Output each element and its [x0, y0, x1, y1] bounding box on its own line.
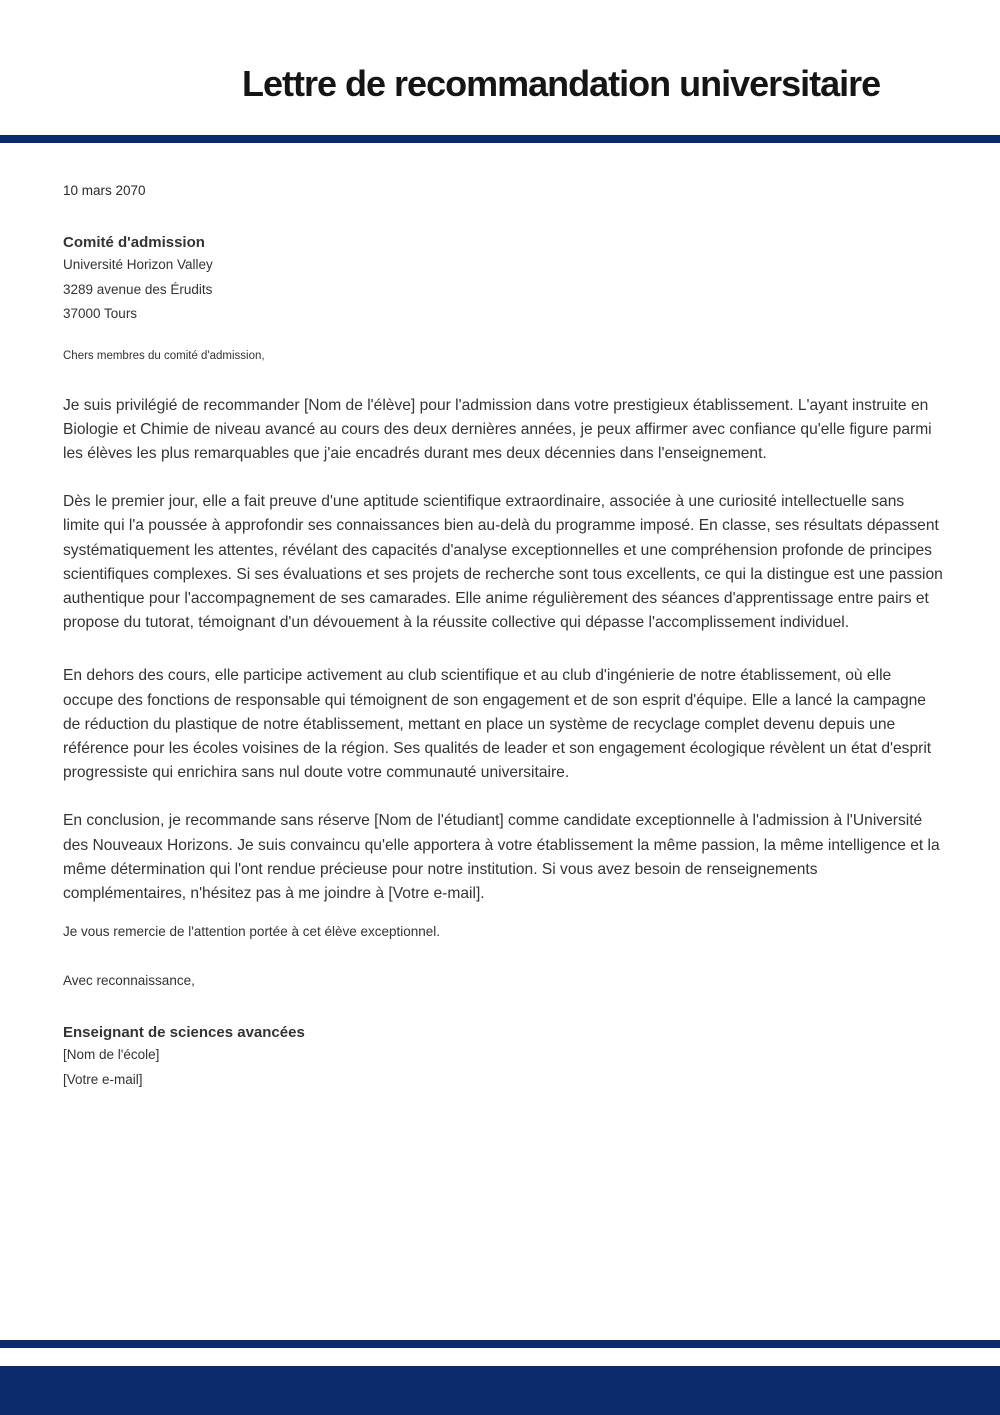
recipient-name: Comité d'admission — [63, 234, 205, 251]
paragraph: En dehors des cours, elle participe activement au club scientifique et au club d'ingénierie de notre établissement, où elle occupe des fonctions de responsable qui témoignent de son engagement et de son esprit d'équipe. Elle a lancé la campagne de réduction du plastique de notre établissement, mettant en place un système de recyclage complet devenu depuis une référence pour les écoles voisines de la région. Ses qualités de leader et son engagement écologique révèlent un état d'esprit progressiste qui enrichira sans nul doute votre communauté universitaire. — [63, 667, 932, 782]
letter-body — [63, 182, 943, 1092]
header-divider — [0, 135, 1000, 143]
recipient-address-line: 3289 avenue des Érudits — [63, 281, 213, 297]
paragraph: Je suis privilégié de recommander [Nom de l'élève] pour l'admission dans votre prestigieux établissement. L'ayant instruite en Biologie et Chimie de niveau avancé au cours des deux dernières années, je peux affirmer avec confiance qu'elle figure parmi les élèves les plus remarquables que j'aie encadrés durant mes deux décennies dans l'enseignement. — [63, 396, 932, 462]
signature-line: [Nom de l'école] — [63, 1047, 160, 1063]
paragraph: En conclusion, je recommande sans réserve [Nom de l'étudiant] comme candidate exceptionnelle à l'admission à l'Université des Nouveaux Horizons. Je suis convaincu qu'elle apportera à votre établissement la même passion, la même intelligence et la même détermination qui l'ont rendue précieuse pour notre institution. Si vous avez besoin de renseignements complémentaires, n'hésitez pas à me joindre à [Votre e-mail]. — [63, 812, 940, 902]
signature-block — [63, 1023, 943, 1092]
letter-paragraphs — [63, 394, 943, 907]
signature-line: [Votre e-mail] — [63, 1071, 143, 1087]
footer-band — [0, 1366, 1000, 1415]
salutation: Chers membres du comité d'admission, — [63, 349, 265, 362]
signature-name: Enseignant de sciences avancées — [63, 1024, 305, 1042]
recipient-block — [63, 233, 943, 327]
closing: Avec reconnaissance, — [63, 973, 195, 989]
paragraph: Dès le premier jour, elle a fait preuve d'une aptitude scientifique extraordinaire, associée à une curiosité intellectuelle sans limite qui l'a poussée à approfondir ses connaissances bien au-delà du programme imposé. En classe, ses résultats dépassent systématiquement les attentes, révélant des capacités d'analyse exceptionnelles et une compréhension profonde de principes scientifiques complexes. Si ses évaluations et ses projets de recherche sont tous excellents, ce qui la distingue est une passion authentique pour l'accompagnement de ses camarades. Elle anime régulièrement des séances d'apprentissage entre pairs et propose du tutorat, témoignant d'un dévouement à la réussite collective qui dépasse l'accomplissement individuel. — [63, 493, 943, 632]
recipient-address-line: 37000 Tours — [63, 306, 138, 321]
recipient-address-line: Université Horizon Valley — [63, 257, 213, 272]
page-title: Lettre de recommandation universitaire — [242, 63, 881, 104]
letter-date: 10 mars 2070 — [63, 183, 146, 198]
thanks-line: Je vous remercie de l'attention portée à cet élève exceptionnel. — [63, 924, 441, 940]
footer-divider — [0, 1340, 1000, 1348]
